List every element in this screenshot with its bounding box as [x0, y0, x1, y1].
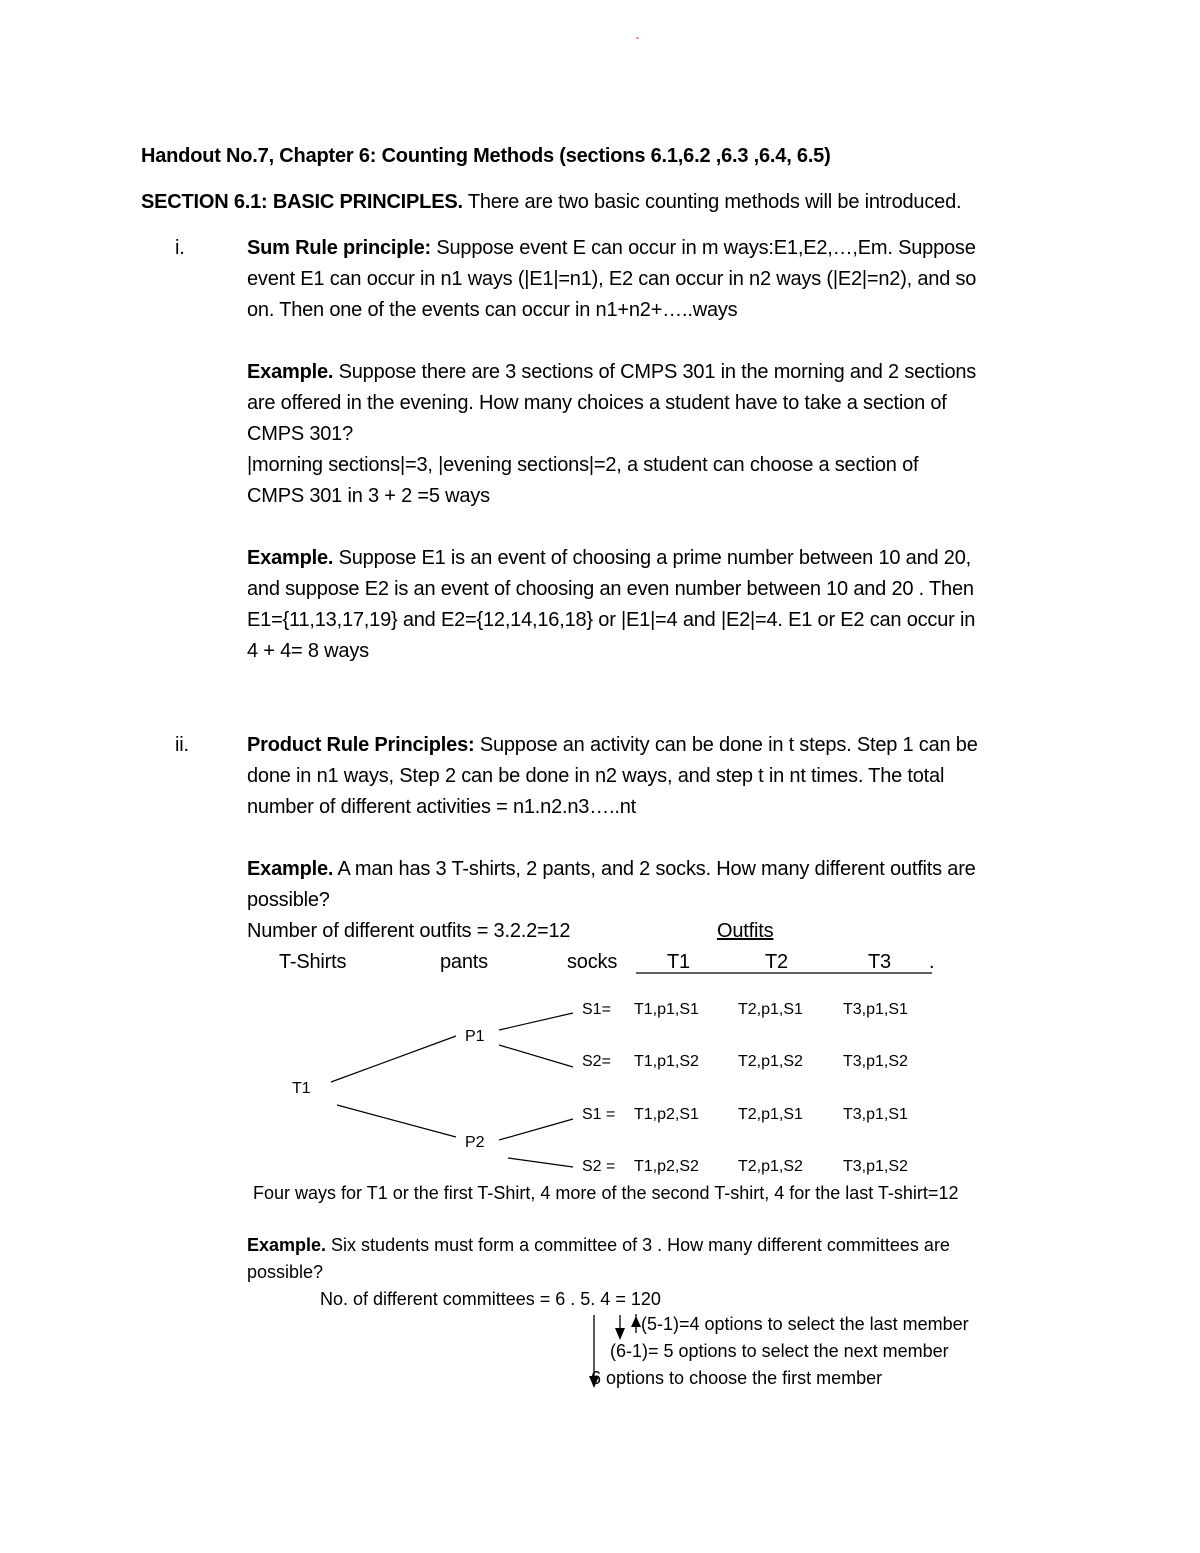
- sum-rule-line-2: event E1 can occur in n1 ways (|E1|=n1), E2 can occur in n2 ways (|E2|=n2), and so: [247, 268, 977, 290]
- tree-row-4-sock: S2 =: [582, 1158, 616, 1175]
- tree-node-p2: P2: [465, 1134, 485, 1151]
- branch-p2-s2: [508, 1158, 573, 1167]
- sum-rule-text: Suppose event E can occur in m ways:E1,E2,…,Em. Suppose: [431, 237, 976, 259]
- example-label: Example.: [247, 1235, 327, 1255]
- col-socks: socks: [567, 951, 618, 973]
- note-next-member: (6-1)= 5 options to select the next member: [610, 1341, 949, 1361]
- example-1-line-4: |morning sections|=3, |evening sections|=2, a student can choose a section of: [247, 454, 919, 476]
- tree-row-2-t1: T1,p1,S2: [634, 1053, 699, 1070]
- tree-row-4-t3: T3,p1,S2: [843, 1158, 908, 1175]
- tree-row-3-t2: T2,p1,S1: [738, 1106, 803, 1123]
- list-numeral-i: i.: [175, 237, 185, 259]
- tree-row-2-t2: T2,p1,S2: [738, 1053, 803, 1070]
- col-t2: T2: [765, 951, 788, 973]
- arrow-last-member-head: [631, 1316, 641, 1327]
- outfit-example-line-2: possible?: [247, 889, 330, 911]
- branch-t1-p1: [331, 1036, 456, 1082]
- tree-row-4-t2: T2,p1,S2: [738, 1158, 803, 1175]
- note-last-member: (5-1)=4 options to select the last member: [641, 1314, 969, 1334]
- example-1-line-2: are offered in the evening. How many choices a student have to take a section of: [247, 392, 947, 414]
- tree-row-1-t2: T2,p1,S1: [738, 1001, 803, 1018]
- tree-row-2-t3: T3,p1,S2: [843, 1053, 908, 1070]
- col-pants: pants: [440, 951, 488, 973]
- example-label: Example.: [247, 858, 334, 880]
- example-text: Suppose there are 3 sections of CMPS 301 in the morning and 2 sections: [333, 361, 977, 383]
- example-text: Six students must form a committee of 3 . How many different committees are: [326, 1235, 950, 1255]
- example-2-line-4: 4 + 4= 8 ways: [247, 640, 369, 662]
- committee-formula: No. of different committees = 6 . 5. 4 = 120: [320, 1289, 661, 1309]
- committee-example-line-1: [247, 1232, 950, 1259]
- committee-example-line-2: possible?: [247, 1262, 324, 1282]
- example-2-line-2: and suppose E2 is an event of choosing an even number between 10 and 20 . Then: [247, 578, 974, 600]
- outfit-example-line-3: Number of different outfits = 3.2.2=12: [247, 920, 571, 942]
- col-trail: .: [929, 951, 935, 973]
- tree-row-3-sock: S1 =: [582, 1106, 616, 1123]
- tree-row-2-sock: S2=: [582, 1053, 611, 1070]
- col-tshirts: T-Shirts: [279, 951, 347, 973]
- product-rule-line-2: done in n1 ways, Step 2 can be done in n2 ways, and step t in nt times. The total: [247, 765, 945, 787]
- tree-root-t1: T1: [292, 1080, 311, 1097]
- branch-p2-s1: [499, 1119, 573, 1140]
- example-text: A man has 3 T-shirts, 2 pants, and 2 socks. How many different outfits are: [333, 858, 976, 880]
- section-text: There are two basic counting methods will be introduced.: [462, 191, 962, 213]
- example-2-line-3: E1={11,13,17,19} and E2={12,14,16,18} or |E1|=4 and |E2|=4. E1 or E2 can occur in: [247, 609, 976, 631]
- sum-rule-heading: Sum Rule principle:: [247, 237, 432, 259]
- col-t3: T3: [868, 951, 891, 973]
- branch-t1-p2: [337, 1105, 456, 1137]
- example-1-line-3: CMPS 301?: [247, 423, 354, 445]
- example-text: Suppose E1 is an event of choosing a prime number between 10 and 20,: [333, 547, 971, 569]
- product-rule-line-3: number of different activities = n1.n2.n3…..nt: [247, 796, 636, 818]
- product-rule-heading: Product Rule Principles:: [247, 734, 475, 756]
- example-1-line-5: CMPS 301 in 3 + 2 =5 ways: [247, 485, 490, 507]
- example-label: Example.: [247, 547, 334, 569]
- tree-row-3-t3: T3,p1,S1: [843, 1106, 908, 1123]
- tree-row-1-t1: T1,p1,S1: [634, 1001, 699, 1018]
- outfits-header: Outfits: [717, 920, 774, 942]
- tree-row-1-sock: S1=: [582, 1001, 611, 1018]
- example-label: Example.: [247, 361, 334, 383]
- sum-rule-line-3: on. Then one of the events can occur in n1+n2+…..ways: [247, 299, 738, 321]
- list-numeral-ii: ii.: [175, 734, 189, 756]
- tree-row-1-t3: T3,p1,S1: [843, 1001, 908, 1018]
- note-first-member: 6 options to choose the first member: [591, 1368, 883, 1388]
- branch-p1-s1: [499, 1013, 573, 1030]
- tree-row-4-t1: T1,p2,S2: [634, 1158, 699, 1175]
- tree-summary: Four ways for T1 or the first T-Shirt, 4 more of the second T-shirt, 4 for the last T-shirt=12: [253, 1183, 959, 1203]
- col-t1: T1: [667, 951, 690, 973]
- page-title: Handout No.7, Chapter 6: Counting Methods (sections 6.1,6.2 ,6.3 ,6.4, 6.5): [141, 145, 831, 167]
- branch-p1-s2: [499, 1045, 573, 1067]
- tree-row-3-t1: T1,p2,S1: [634, 1106, 699, 1123]
- product-rule-text: Suppose an activity can be done in t steps. Step 1 can be: [474, 734, 978, 756]
- section-label: SECTION 6.1: BASIC PRINCIPLES.: [141, 191, 463, 213]
- tree-node-p1: P1: [465, 1028, 485, 1045]
